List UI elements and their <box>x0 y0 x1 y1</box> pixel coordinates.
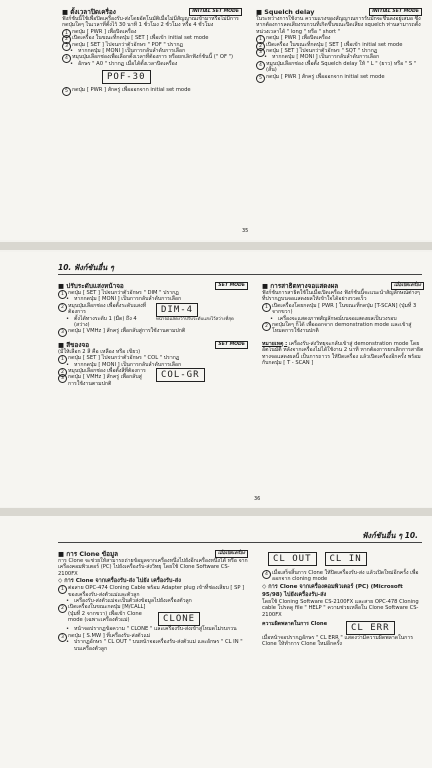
step-1: 1 กดปุ่ม [ PWR ] เพื่อปิดเครื่อง <box>256 35 422 41</box>
step-3: 3 กดปุ่ม [ S.MW ] ที่เครื่องรับ-ส่งตัวแม่ <box>58 633 248 639</box>
step-2: 2 หมุนปุ่มเลือกช่อง เพื่อตั้งระดับแสงที่ต้องการ <box>58 303 150 316</box>
square-bullet-icon: ■ <box>256 8 265 16</box>
page-number: 36 <box>254 496 261 502</box>
section-intro: การ Clone จะช่วยให้สามารถถ่ายข้อมูลจากเครื่องหนึ่งไปยังอีกเครื่องหนึ่งได้ หรือ จากเครื่องคอมพิวเตอร์ (PC) ไปยังเครื่องรับ-ส่งวิทยุ โดยใช้ Clone Software CS-2100FX <box>58 558 248 577</box>
section-intro: ในระหว่างการใช้งาน ความแรงของสัญญาณการรับมักจะขึ้นลงอยู่เสมอ ซึ่งหากต้องการลดเสียงรบกวนที่เกิดขึ้นขณะปิดเสียง squelch ท่านสามารถตั้งหน่วงเวลาได้ " long " หรือ " short " <box>256 16 421 35</box>
step-3-note: • หากกดปุ่ม [ MONI ] เป็นการกลับลำดับการเลือก <box>256 54 422 60</box>
section-heading: การสาธิตทางจอแสดงผล <box>270 282 339 290</box>
section-squelch-delay <box>256 8 422 80</box>
step-1: 1 กดปุ่ม [ SET ] ไปจนกว่าตัวอักษร " DIM " ปรากฏ <box>58 290 248 296</box>
section-dimmer <box>58 282 248 387</box>
step-2: 2 เปิดเครื่อง ในขณะที่กดปุ่ม [ SET ] เพื่อเข้า initial set mode <box>62 35 242 41</box>
section-subtitle: (มีให้เลือก 2 สี คือ เหลือง หรือ เขียว) <box>58 348 141 355</box>
step-2: 2 หมุนปุ่มเลือกช่อง เพื่อตั้งสีที่ต้องการ <box>58 368 150 374</box>
warning-heading: ความผิดพลาดในการ Clone <box>262 621 328 628</box>
manual-page-36 <box>0 252 432 507</box>
step-1-note: • เครื่องจะแสดงภาพสัญลักษณ์บนจอแสดงผลเป็นวงรอบ <box>262 316 424 322</box>
title-rule <box>58 274 422 275</box>
lcd-display: CLONE <box>158 612 200 626</box>
remark-text: เครื่องรับ-ส่งวิทยุจะกลับเข้าสู่ demonstration mode โดยอัตโนมัติ หลังจากเครื่องไม่ได้ใช้งาน 2 นาที หากต้องการยกเลิกการสาธิตทางจอแสดงผลนี้ เป็นการถาวร ให้ปิดเครื่อง แล้วเปิดเครื่องอีกครั้ง พร้อมกับกดปุ่ม [ T - SCAN ] <box>262 340 424 367</box>
mode-tag: INITIAL SET MODE <box>369 8 422 16</box>
step-3: 3 กดปุ่ม [ VMHz ] สักครู่ เพื่อกลับสู่การใช้งานตามปกติ <box>58 328 248 334</box>
diamond-bullet-icon: ◇ <box>58 578 65 585</box>
section-intro: ฟังก์ชันนี้ใช้เพื่อปิดเครื่องรับ-ส่งโดยอัตโนมัติเมื่อไม่มีสัญญาณเข้ามาหรือไม่มีการกดปุ่มใดๆ ในเวลาที่ตั้งไว้ 30 นาที 1 ชั่วโมง 2 ชั่วโมง หรือ 4 ชั่วโมง <box>62 16 239 29</box>
mode-tag: เมื่อเปิดเครื่อง <box>215 550 248 558</box>
section-heading: การ Clone ข้อมูล <box>66 550 119 558</box>
step-3: 3 กดปุ่ม [ SET ] ไปจนกว่าตัวอักษร " POF " ปรากฏ <box>62 42 242 48</box>
manual-page-37 <box>0 516 432 768</box>
square-bullet-icon: ■ <box>262 282 271 290</box>
lcd-display: DIM-4 <box>156 303 198 317</box>
section-heading: สีของจอ <box>66 340 90 349</box>
lcd-display-error: CL ERR <box>346 621 395 635</box>
chapter-title: ฟังก์ชันอื่น ๆ 10. <box>362 531 418 540</box>
section-clone-continued <box>262 550 424 648</box>
remark-label: หมายเหตุ : <box>262 340 288 347</box>
step-3-note: • หากกดปุ่ม [ MONI ] เป็นการกลับลำดับการเลือก <box>62 48 242 54</box>
subsection-heading: การ Clone จากเครื่องรับ-ส่ง ไปยัง เครื่องรับ-ส่ง <box>64 578 181 585</box>
square-bullet-icon: ■ <box>58 550 67 558</box>
title-rule <box>58 542 422 543</box>
lcd-display: COL-GR <box>156 368 205 382</box>
page-number: 35 <box>242 228 249 234</box>
step-4: 4 หมุนปุ่มเลือกช่องเพื่อเลือกตั้งเวลาที่ต้องการ หรือยกเลิกฟังก์ชันนี้ (" OF ") <box>62 54 242 60</box>
step-1-note: • หากกดปุ่ม [ MONI ] เป็นการกลับลำดับการเลือก <box>58 296 248 302</box>
step-2: 2 เปิดเครื่องในขณะกดปุ่ม [M/CALL] (ปุ่มที่ 2 จากขวา) เพื่อเข้า Clone mode (เฉพาะเครื่องตัวแม่) <box>58 604 154 623</box>
step-1-note: • เครื่องรับ-ส่งตัวแม่จะเป็นตัวส่งข้อมูลไปยังเครื่องตัวลูก <box>58 598 248 604</box>
step-1: 1 เปิดเครื่องโดยกดปุ่ม [ PWR ] ในขณะที่กดปุ่ม [T-SCAN] (ปุ่มที่ 3 จากขวา) <box>262 303 424 316</box>
error-text: เมื่อหน้าจอปรากฏอักษร " CL ERR " แสดงว่ามีความผิดพลาดในการ Clone ให้ทำการ Clone ใหม่อีกครั้ง <box>262 635 414 648</box>
step-2: 2 เปิดเครื่อง ในขณะที่กดปุ่ม [ SET ] เพื่อเข้า initial set mode <box>256 42 422 48</box>
section-clone <box>58 550 248 652</box>
step-1: 1 กดปุ่ม [ PWR ] เพื่อปิดเครื่อง <box>62 29 242 35</box>
square-bullet-icon: ■ <box>62 8 71 16</box>
pc-clone-text: โดยใช้ Cloning Software CS-2100FX และสาย OPC-478 Cloning cable โปรดดู file " HELP " ความช่วยเหลือใน Clone Software CS-2100FX <box>262 598 419 618</box>
subsection-heading: การ Clone จากเครื่องคอมพิวเตอร์ (PC) (Microsoft 95/98) ไปยังเครื่องรับ-ส่ง <box>262 583 403 598</box>
mode-tag: INITIAL SET MODE <box>189 8 242 16</box>
step-4: 4 หมุนปุ่มเลือกช่อง เพื่อตั้ง Squelch delay ให้ " L " (ยาว) หรือ " S " (สั้น) <box>256 61 422 74</box>
step-5: 5 กดปุ่ม [ PWR ] สักครู่ เพื่อออกจาก initial set mode <box>256 74 422 80</box>
page-divider <box>0 508 432 516</box>
remark <box>262 341 424 367</box>
section-demo-mode <box>262 282 424 366</box>
step-4: 4 เมื่อเสร็จสิ้นการ Clone ให้ปิดเครื่องรับ-ส่ง แล้วเปิดใหม่อีกครั้ง เพื่อออกจาก cloning mode <box>262 570 424 583</box>
manual-page-35 <box>0 0 432 240</box>
step-1: 1 ต่อสาย OPC-474 Cloning Cable พร้อม Adapter plug เข้าที่ช่องเสียบ [ SP ] ของเครื่องรับ-ส่งตัวแม่และตัวลูก <box>58 585 248 598</box>
step-3: 3 กดปุ่ม [ SET ] ไปจนกว่าตัวอักษร " SQT " ปรากฏ <box>256 48 422 54</box>
diamond-bullet-icon: ◇ <box>262 583 269 590</box>
step-1: 1 กดปุ่ม [ SET ] ไปจนกว่าตัวอักษร " COL " ปรากฏ <box>58 355 248 361</box>
lcd-display-slave: CL IN <box>325 552 367 566</box>
step-5: 5 กดปุ่ม [ PWR ] สักครู่ เพื่อออกจาก initial set mode <box>62 87 242 93</box>
square-bullet-icon: ■ <box>58 282 67 290</box>
step-4-note: • อักษร " A0 " ปรากฏ เมื่อได้ตั้งเวลาปิดเครื่อง <box>62 61 242 67</box>
section-heading: Squelch delay <box>264 8 315 16</box>
section-intro: ฟังก์ชันการสาธิตใช้ในเมื่อเปิดเครื่อง ฟังก์ชันนี้จะแนะนำสัญลักษณ์ต่างๆ ที่ปรากฏบนจอแสดงผลให้เข้าใจได้อย่างรวดเร็ว <box>262 290 420 303</box>
step-2-note: • ตั้งได้ทางระดับ 1 (มืด) ถึง 4 (สว่าง) <box>58 316 150 329</box>
step-1-note: • หากกดปุ่ม [ MONI ] เป็นการกลับลำดับการเลือก <box>58 362 248 368</box>
step-2-note: • หน้าจอปรากฏข้อความ " CLONE " และเครื่องรับ-ส่งเข้าสู่โหมดไม่รบกวน <box>58 626 248 632</box>
step-3: 3 กดปุ่ม [ VMHz ] สักครู่ เพื่อกลับสู่การใช้งานตามปกติ <box>58 374 150 387</box>
square-bullet-icon: ■ <box>58 340 67 349</box>
mode-tag: SET MODE <box>215 282 248 290</box>
lcd-caption: หน้าจอแสดงว่าปรับระดับแสงไว้สว่างที่สุด <box>156 316 234 322</box>
step-3-note: • ปรากฏอักษร " CL OUT " บนหน้าจอเครื่องรับ-ส่งตัวแม่ และอักษร " CL IN " บนเครื่องตัวลูก <box>58 639 248 652</box>
chapter-title: 10. ฟังก์ชันอื่น ๆ <box>58 263 114 272</box>
lcd-display-master: CL OUT <box>268 552 317 566</box>
page-divider <box>0 242 432 250</box>
mode-tag: SET MODE <box>215 341 248 349</box>
lcd-display: POF-30 <box>102 70 151 84</box>
section-auto-power-off <box>62 8 242 94</box>
mode-tag: เมื่อเปิดเครื่อง <box>391 282 424 290</box>
section-heading: ปรับระดับแสงหน้าจอ <box>66 282 124 290</box>
section-heading: ตั้งเวลาปิดเครื่อง <box>70 8 116 16</box>
step-2: 2 กดปุ่มใดๆ ก็ได้ เพื่อออกจาก demonstration mode และเข้าสู่โหมดการใช้งานปกติ <box>262 322 424 335</box>
